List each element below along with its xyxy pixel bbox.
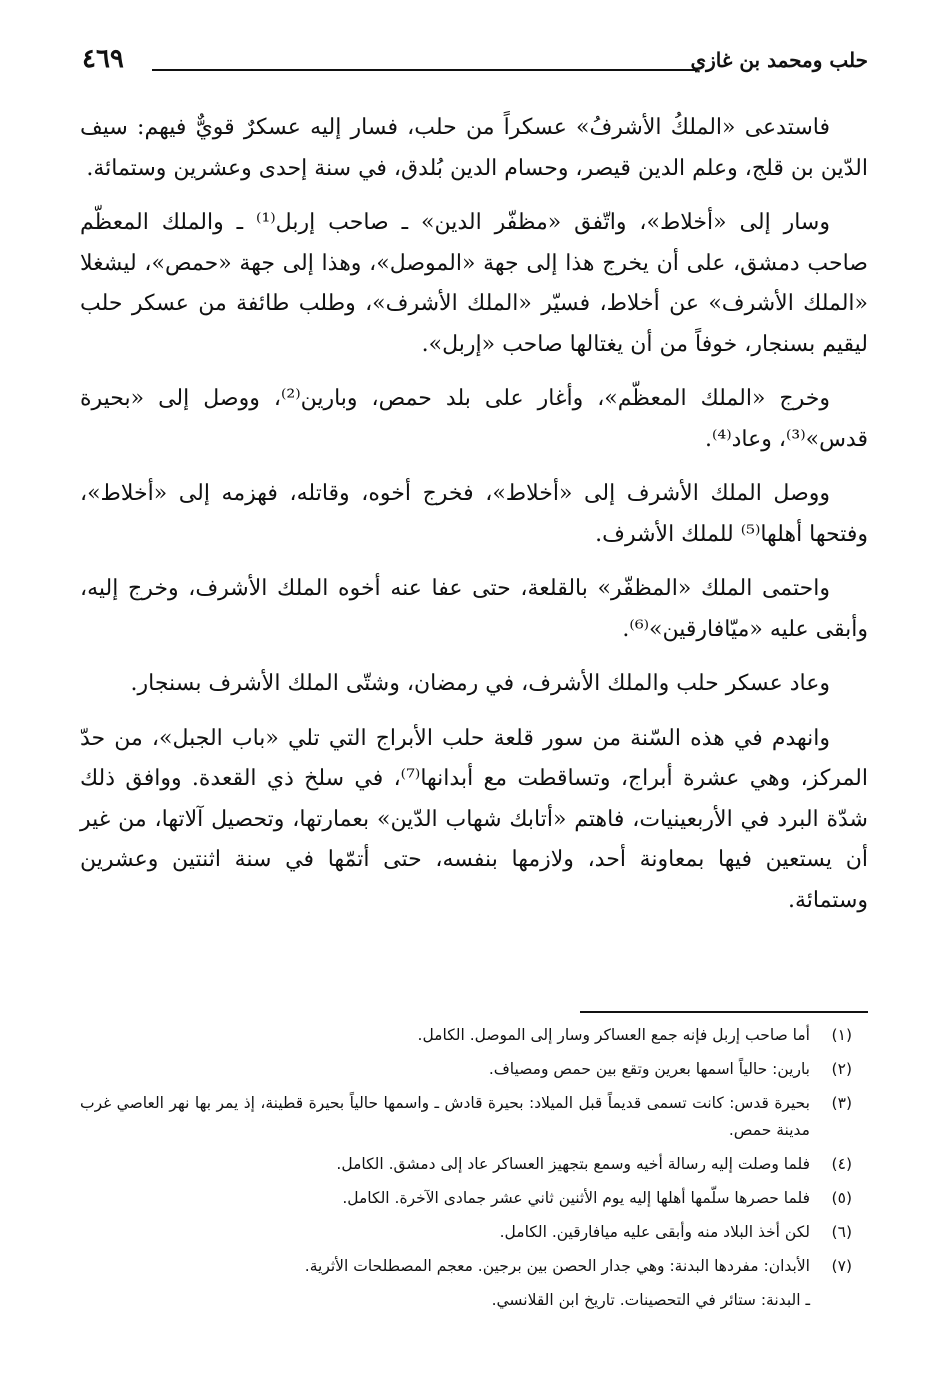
running-title: حلب ومحمد بن غازي — [690, 48, 868, 72]
footnote-number: (٥) — [831, 1189, 852, 1207]
footnote-number: (٦) — [831, 1223, 852, 1241]
page-number: ٤٦٩ — [82, 44, 124, 74]
footnote-text: فلما حصرها سلّمها أهلها إليه يوم الأثنين ثاني عشر جمادى الآخرة. الكامل. — [342, 1189, 810, 1207]
main-text — [80, 108, 868, 935]
footnote-text: فلما وصلت إليه رسالة أخيه وسمع بتجهيز العساكر عاد إلى دمشق. الكامل. — [336, 1155, 810, 1173]
page-header — [82, 40, 868, 84]
footnote-number: (٣) — [831, 1094, 852, 1112]
footnote-number: (٤) — [831, 1155, 852, 1173]
paragraph: وسار إلى «أخلاط»، واتّفق «مظفّر الدين» ـ صاحب إربل⁽¹⁾ ـ والملك المعظّم صاحب دمشق، على أن يخرج هذا إلى جهة «الموصل»، وهذا إلى جهة «حمص»، ليشغلا «الملك الأشرف» عن أخلاط، فسيّر «الملك الأشرف»، وطلب طائفة من عسكر حلب ليقيم بسنجار، خوفاً من أن يغتالها صاحب «إربل». — [80, 210, 868, 357]
footnote-continuation — [80, 1287, 852, 1314]
footnote-text: بارين: حالياً اسمها بعرين وتقع بين حمص ومصياف. — [488, 1060, 810, 1078]
paragraph: فاستدعى «الملكُ الأشرفُ» عسكراً من حلب، فسار إليه عسكرٌ قويٌّ فيهم: سيف الدّين بن قلج، وعلم الدين قيصر، وحسام الدين بُلدق، في سنة إحدى وعشرين وستمائة. — [80, 115, 868, 181]
footnote — [80, 1253, 852, 1280]
paragraph: وخرج «الملك المعظّم»، وأغار على بلد حمص، وبارين⁽²⁾، ووصل إلى «بحيرة قدس»⁽³⁾، وعاد⁽⁴⁾. — [80, 386, 868, 452]
footnote — [80, 1090, 852, 1144]
footnote-text: الأبدان: مفردها البدنة: وهي جدار الحصن بين برجين. معجم المصطلحات الأثرية. — [304, 1257, 810, 1275]
header-rule — [152, 69, 698, 71]
paragraph: وانهدم في هذه السّنة من سور قلعة حلب الأبراج التي تلي «باب الجبل»، من حدّ المركز، وهي عشرة أبراج، وتساقطت مع أبدانها⁽⁷⁾، في سلخ ذي القعدة. ووافق ذلك شدّة البرد في الأربعينيات، فاهتم «أتابك شهاب الدّين» بعمارتها، وتحصيل آلاتها، من غير أن يستعين فيها بمعاونة أحد، ولازمها بنفسه، حتى أتمّها في سنة اثنتين وعشرين وستمائة. — [80, 725, 868, 913]
footnote-number: (١) — [831, 1026, 852, 1044]
paragraph: ووصل الملك الأشرف إلى «أخلاط»، فخرج أخوه، وقاتله، فهزمه إلى «أخلاط»، وفتحها أهلها⁽⁵⁾ للملك الأشرف. — [80, 481, 868, 547]
footnote-text: ـ البدنة: ستائر في التحصينات. تاريخ ابن القلانسي. — [491, 1291, 810, 1309]
footnotes — [80, 1022, 852, 1321]
footnote-number: (٧) — [831, 1257, 852, 1275]
footnote — [80, 1056, 852, 1083]
footnote — [80, 1185, 852, 1212]
paragraph: وعاد عسكر حلب والملك الأشرف، في رمضان، وشتّى الملك الأشرف بسنجار. — [130, 671, 830, 696]
footnote — [80, 1022, 852, 1049]
paragraph: واحتمى الملك «المظفّر» بالقلعة، حتى عفا عنه أخوه الملك الأشرف، وخرج إليه، وأبقى عليه «ميّافارقين»⁽⁶⁾. — [80, 576, 868, 642]
footnote-text: لكن أخذ البلاد منه وأبقى عليه ميافارقين. الكامل. — [499, 1223, 810, 1241]
footnote — [80, 1151, 852, 1178]
footnote-number: (٢) — [831, 1060, 852, 1078]
footnote-text: بحيرة قدس: كانت تسمى قديماً قبل الميلاد: بحيرة قادش ـ واسمها حالياً بحيرة قطينة، إذ يمر بها نهر العاصي غرب مدينة حمص. — [80, 1094, 810, 1139]
footnote-separator — [580, 1011, 868, 1013]
footnote-text: أما صاحب إربل فإنه جمع العساكر وسار إلى الموصل. الكامل. — [417, 1026, 810, 1044]
footnote — [80, 1219, 852, 1246]
